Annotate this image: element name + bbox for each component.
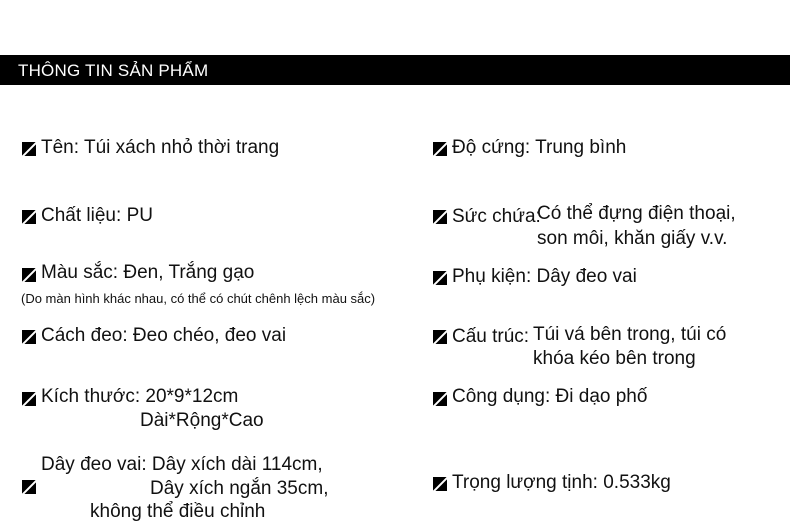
bullet-icon <box>22 392 36 406</box>
bullet-icon <box>433 142 447 156</box>
spec-structure-value2: khóa kéo bên trong <box>533 348 696 369</box>
spec-usage-value: Đi dạo phố <box>555 386 648 407</box>
spec-capacity-label: Sức chứa: <box>452 206 541 227</box>
spec-strap-label: Dây đeo vai: <box>41 454 147 475</box>
spec-usage-label: Công dụng: <box>452 386 551 407</box>
spec-weight-label: Trọng lượng tịnh: <box>452 472 598 493</box>
spec-strap-value1: Dây xích dài 114cm, <box>151 454 323 475</box>
spec-size <box>41 386 238 408</box>
spec-name-label: Tên: <box>41 137 80 158</box>
spec-carry-value: Đeo chéo, đeo vai <box>132 325 287 346</box>
spec-weight <box>452 472 671 494</box>
spec-carry <box>41 325 286 347</box>
spec-hardness-label: Độ cứng: <box>452 137 531 158</box>
spec-color-note: (Do màn hình khác nhau, có thể có chút chênh lệch màu sắc) <box>21 291 376 306</box>
spec-color-value: Đen, Trắng gạo <box>123 262 255 283</box>
spec-size-label: Kích thước: <box>41 386 141 407</box>
spec-capacity-value2: son môi, khăn giấy v.v. <box>537 228 728 249</box>
bullet-icon <box>22 210 36 224</box>
section-title: THÔNG TIN SẢN PHẨM <box>18 61 209 80</box>
spec-size-value: 20*9*12cm <box>145 386 239 407</box>
spec-color-label: Màu sắc: <box>41 262 119 283</box>
spec-capacity-value1: Có thể đựng điện thoại, <box>537 203 736 224</box>
spec-material <box>41 205 153 227</box>
spec-structure-label: Cấu trúc: <box>452 326 530 347</box>
spec-name-value: Túi xách nhỏ thời trang <box>83 137 280 158</box>
spec-accessory <box>452 266 637 288</box>
bullet-icon <box>433 271 447 285</box>
bullet-icon <box>22 268 36 282</box>
bullet-icon <box>433 330 447 344</box>
bullet-icon <box>22 142 36 156</box>
spec-strap-value3: không thể điều chỉnh <box>90 501 266 522</box>
spec-size-sub: Dài*Rộng*Cao <box>140 410 264 431</box>
spec-structure-value1: Túi vá bên trong, túi có <box>533 324 727 345</box>
bullet-icon <box>433 210 447 224</box>
spec-carry-label: Cách đeo: <box>41 325 128 346</box>
bullet-icon <box>22 330 36 344</box>
spec-material-label: Chất liệu: <box>41 205 122 226</box>
spec-usage <box>452 386 647 408</box>
spec-accessory-value: Dây đeo vai <box>536 266 637 287</box>
bullet-icon <box>433 392 447 406</box>
spec-weight-value: 0.533kg <box>603 472 671 493</box>
spec-name <box>41 137 279 159</box>
spec-strap-value2: Dây xích ngắn 35cm, <box>150 478 329 499</box>
bullet-icon <box>433 477 447 491</box>
header-bar <box>0 55 790 85</box>
spec-strap-line1 <box>41 454 323 476</box>
spec-hardness <box>452 137 626 159</box>
spec-accessory-label: Phụ kiện: <box>452 266 532 287</box>
bullet-icon <box>22 480 36 494</box>
spec-color <box>41 262 254 284</box>
spec-material-value: PU <box>126 205 153 226</box>
spec-hardness-value: Trung bình <box>535 137 627 158</box>
